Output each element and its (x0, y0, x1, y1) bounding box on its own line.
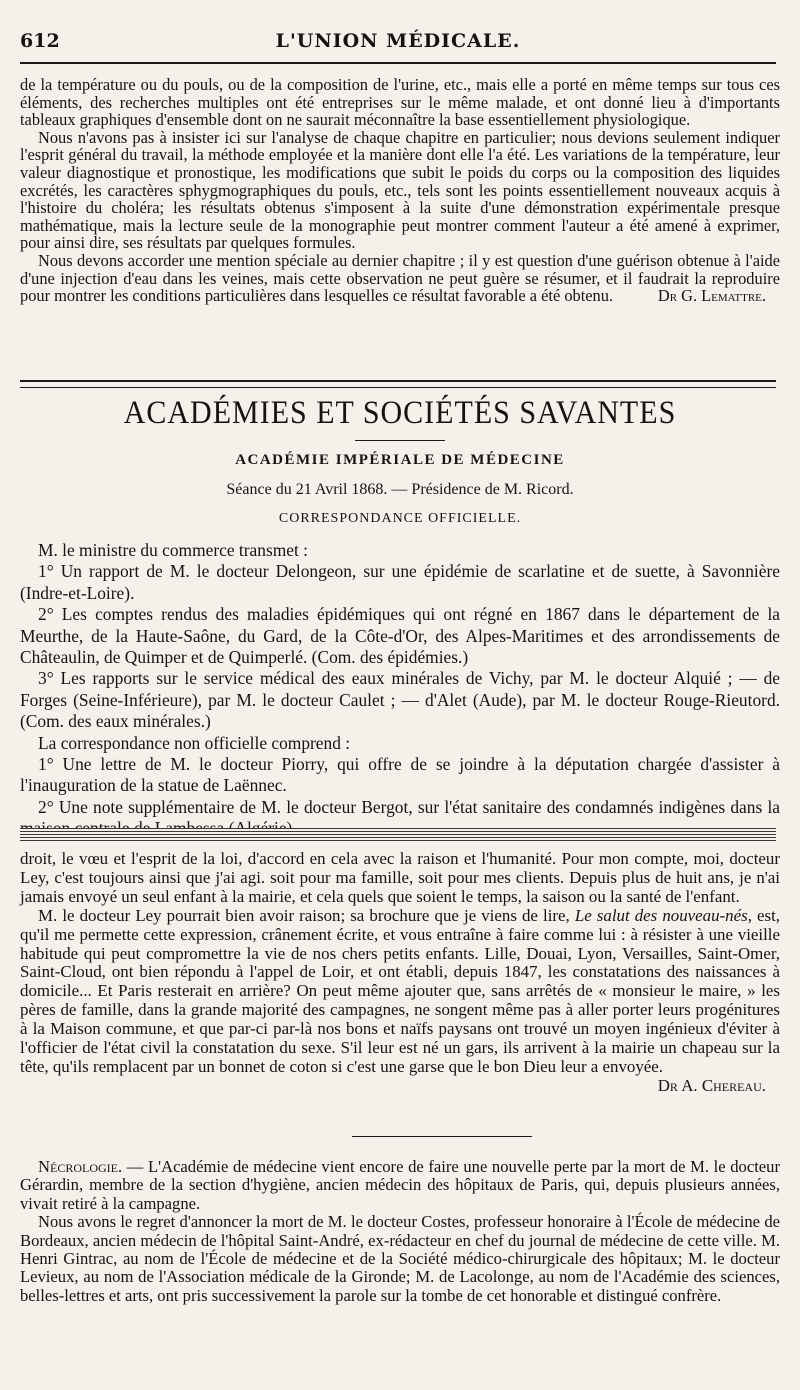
review-signature: Dr G. Lemattre. (657, 286, 766, 306)
necrology-divider (352, 1136, 532, 1137)
book-title: Le salut des nouveau-nés (574, 905, 748, 925)
academy-paragraph-6: 1° Une lettre de M. le docteur Piorry, qui offre de se joindre à la députation chargée d'assister à l'inauguration de la statue de Laënnec. (20, 754, 780, 796)
academy-paragraph-5: La correspondance non officielle comprend : (38, 732, 351, 753)
necrology-paragraph-1 (20, 1158, 780, 1213)
academy-paragraph-7: 2° Une note supplémentaire de M. le docteur Bergot, sur l'état sanitaire des condamnés indigènes dans la (38, 796, 780, 817)
feuilleton-paragraph-2-start: M. le docteur Ley pourrait bien avoir raison; sa brochure que je viens de lire, (38, 905, 575, 925)
session-line: Séance du 21 Avril 1868. — Présidence de M. Ricord. (226, 481, 574, 498)
section-divider (20, 380, 776, 388)
review-paragraph-3 (20, 252, 780, 305)
academy-paragraph-2: 1° Un rapport de M. le docteur Delongeon, sur une épidémie de scarlatine et de suette, à Savonnière (Indre-et-Loire). (20, 561, 780, 603)
review-paragraph-3-text: Nous devons accorder une mention spéciale au dernier chapitre ; il y est question d'une guérison obtenue à l'aide d'une injection d'eau dans les veines, mais cette observation ne peut guère se résumer, et il faudrait la reproduire pour montrer les conditions particulières dans lesquelles ce résultat favorable a été obtenu. (20, 250, 780, 306)
necrology-paragraph-2: Nous avons le regret d'annoncer la mort de M. le docteur Costes, professeur honoraire à l'École de médecine de Bordeaux, ancien médecin de l'hôpital Saint-André, ex-rédacteur en chef du journal de médecine de cette ville. M. Henri Gintrac, au nom de l'École de médecine et de la Société médico-chirurgicale des hôpitaux; M. le docteur Levieux, au nom de l'Association médicale de la Gironde; M. de Lacolonge, au nom de l'Académie des sciences, belles-lettres et arts, ont pris successivement la parole sur la tombe de cet honorable et distingué confrère. (20, 1212, 780, 1305)
correspondence-heading: CORRESPONDANCE OFFICIELLE. (278, 511, 522, 526)
feuilleton-signature: Dr A. Chereau. (657, 1075, 766, 1095)
page-header (20, 26, 776, 62)
feuilleton-body (20, 850, 780, 1096)
page-number: 612 (20, 30, 60, 52)
journal-title: L'UNION MÉDICALE. (275, 30, 521, 52)
academy-paragraph-4: 3° Les rapports sur le service médical des eaux minérales de Vichy, par M. le docteur Alquié ; — de Forges (Seine-Inférieure), par M. le docteur Caulet ; — d'Alet (Aude), par M. le docteur Rouge-Rieutord. (Com. des eaux minérales.) (20, 668, 780, 732)
necrology-paragraph-1-text: — L'Académie de médecine vient encore de faire une nouvelle perte par la mort de M. le docteur Gérardin, membre de la section d'hygiène, ancien médecin des hôpitaux de Paris, qui, depuis plusieurs années, vivait retiré à la campagne. (20, 1157, 780, 1213)
section-title: ACADÉMIES ET SOCIÉTÉS SAVANTES (123, 394, 677, 431)
academy-paragraph-3: 2° Les comptes rendus des maladies épidémiques qui ont régné en 1867 dans le département de la Meurthe, de la Haute-Saône, du Gard, de la Côte-d'Or, des Alpes-Maritimes et des arrondissements de Châteaulin, de Quimper et de Quimperlé. (Com. des épidémies.) (20, 604, 780, 668)
feuilleton-paragraph-1: droit, le vœu et l'esprit de la loi, d'accord en cela avec la raison et l'humanité. Pour mon compte, moi, docteur Ley, c'est toujours ainsi que j'ai agi. soit pour ma famille, soit pour mes clients. Depuis plus de huit ans, je n'ai jamais envoyé un seul enfant à la mairie, et cela quels que soient le temps, la saison ou la santé de l'enfant. (20, 849, 780, 906)
header-rule (20, 62, 776, 64)
necrology-label: Nécrologie. (38, 1157, 123, 1176)
review-paragraph-2: Nous n'avons pas à insister ici sur l'analyse de chaque chapitre en particulier; nous devions seulement indiquer l'esprit général du travail, la méthode employée et la manière dont elle l'a été. Les variations de la température, leur valeur diagnostique et pronostique, les modifications que subit le poids du corps ou la composition des liquides excrétés, les caractères sphygmographiques du pouls, etc., tels sont les points essentiellement nouveaux acquis à l'histoire du choléra; les résultats obtenus s'imposent à la suite d'une démonstration expérimentale presque mathématique, mais la lecture seule de la monographie peut montrer comment l'auteur a été amené à exprimer, pour ainsi dire, ses résultats par quelques formules. (20, 127, 780, 253)
review-continuation (20, 76, 780, 305)
necrology-body (20, 1158, 780, 1305)
academy-paragraph-1: M. le ministre du commerce transmet : (38, 540, 308, 560)
feuilleton-separator (20, 828, 776, 842)
review-paragraph-1: de la température ou du pouls, ou de la composition de l'urine, etc., mais elle a porté en même temps sur tous ces éléments, des recherches multiples ont été entreprises sur le même malade, et ont donné lieu à d'importants tableaux graphiques d'ensemble dont on ne saurait méconnaître la base essentiellement physiologique. (20, 75, 780, 130)
feuilleton-paragraph-2-rest: , est, qu'il me permette cette expression, crânement écrite, et vous entraîne à faire comme lui : à résister à une vieille habitude qui peut compromettre la vie de nos chers petits enfants. Lille, Douai, Lyon, Versailles, Saint-Omer, Saint-Cloud, ont bien répondu à l'appel de Loir, et ont établi, depuis 1847, les constatations des naissances à domicile... Et Paris resterait en arrière? On peut même ajouter que, sans arrêtés de « monsieur le maire, » les pères de famille, dans la grande majorité des campagnes, ne songent même pas à aller porter leurs progénitures à la Maison commune, et que par-ci par-là nos bons et naïfs paysans ont trouvé un moyen ingénieux d'éviter à l'officier de l'état civil la constatation du sexe. S'il leur est né un gars, ils arrivent à la mairie un chapeau sur la tête, qu'ils remplacent par un bonnet de coton si c'est une garse que le bon Dieu leur a envoyée. (20, 905, 780, 1076)
title-underline (355, 440, 445, 441)
feuilleton-paragraph-2 (20, 907, 780, 1077)
institution-heading: ACADÉMIE IMPÉRIALE DE MÉDECINE (235, 452, 565, 468)
academy-body (20, 540, 780, 840)
